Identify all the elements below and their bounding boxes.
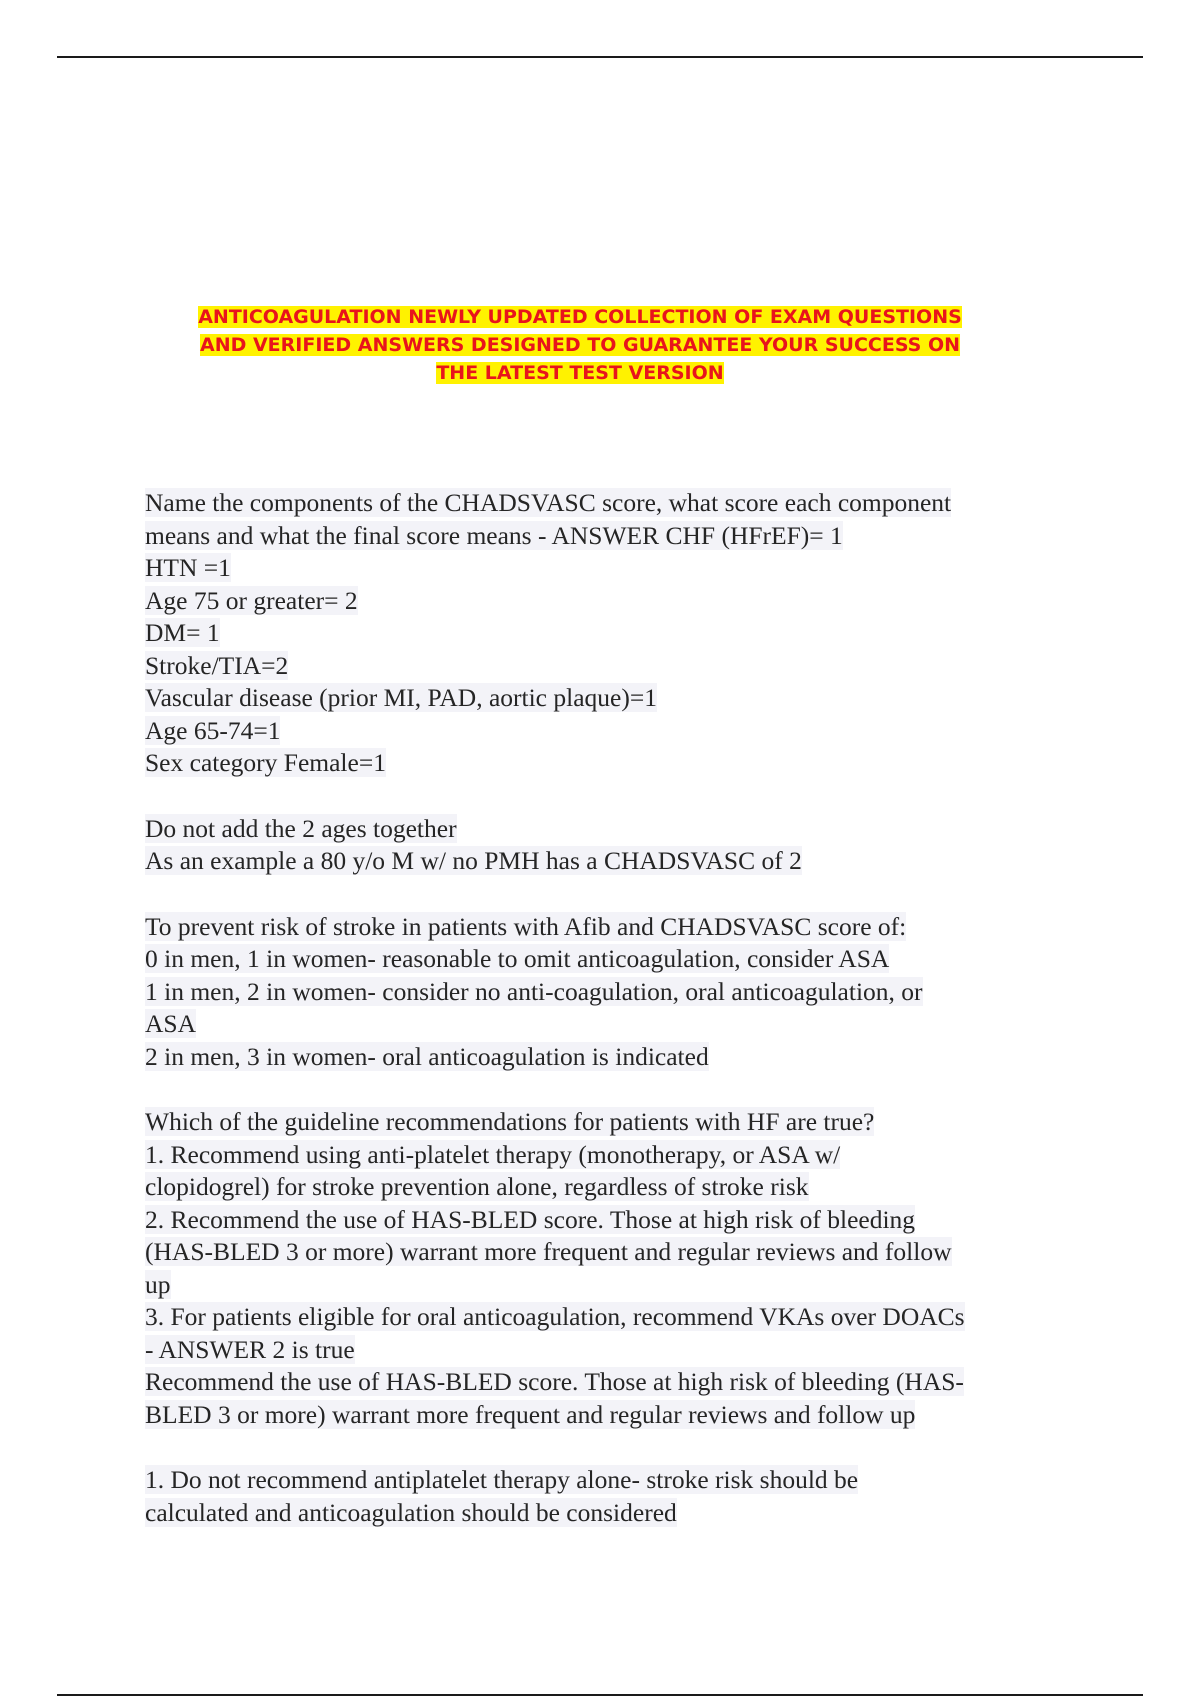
- paragraph-gap: [145, 780, 1065, 813]
- qa-paragraph-stroke-prevention: [145, 911, 1065, 1074]
- paragraph-gap: [145, 1073, 1065, 1106]
- body-line-text: Age 65-74=1: [145, 715, 281, 745]
- body-line-text: up: [145, 1269, 171, 1299]
- document-body: [145, 487, 1065, 1529]
- body-line: [145, 976, 1065, 1009]
- body-line-text: Do not add the 2 ages together: [145, 813, 457, 843]
- body-line-text: means and what the final score means - ANSWER CHF (HFrEF)= 1: [145, 520, 843, 550]
- title-line-text: THE LATEST TEST VERSION: [436, 362, 724, 384]
- body-line-text: BLED 3 or more) warrant more frequent and regular reviews and follow up: [145, 1399, 916, 1429]
- qa-paragraph-ages-note: [145, 813, 1065, 878]
- body-line: [145, 1301, 1065, 1334]
- qa-paragraph-chadsvasc: [145, 487, 1065, 780]
- body-line-text: calculated and anticoagulation should be considered: [145, 1497, 677, 1527]
- title-line: [140, 359, 1020, 387]
- paragraph-gap: [145, 878, 1065, 911]
- qa-paragraph-hf-guidelines: [145, 1106, 1065, 1431]
- title-line: [140, 303, 1020, 331]
- body-line-text: (HAS-BLED 3 or more) warrant more frequent and regular reviews and follow: [145, 1237, 952, 1266]
- body-line: [145, 1139, 1065, 1172]
- body-line-text: 3. For patients eligible for oral anticoagulation, recommend VKAs over DOACs: [145, 1302, 965, 1331]
- body-line-text: clopidogrel) for stroke prevention alone, regardless of stroke risk: [145, 1172, 809, 1201]
- body-line-text: - ANSWER 2 is true: [145, 1334, 355, 1364]
- body-line-text: DM= 1: [145, 618, 220, 647]
- body-line-text: ASA: [145, 1009, 197, 1038]
- body-line: [145, 1041, 1065, 1074]
- body-line-text: Stroke/TIA=2: [145, 650, 289, 680]
- body-line: [145, 1366, 1065, 1399]
- body-line: [145, 845, 1065, 878]
- footer-rule: [57, 1694, 1143, 1696]
- body-line: [145, 943, 1065, 976]
- body-line-text: 2 in men, 3 in women- oral anticoagulation is indicated: [145, 1041, 709, 1071]
- body-line: [145, 617, 1065, 650]
- title-line-text: AND VERIFIED ANSWERS DESIGNED TO GUARANTEE YOUR SUCCESS ON: [199, 334, 961, 356]
- qa-paragraph-antiplatelet-note: [145, 1464, 1065, 1529]
- body-line-text: Recommend the use of HAS-BLED score. Those at high risk of bleeding (HAS-: [145, 1367, 964, 1396]
- body-line: [145, 585, 1065, 618]
- body-line: [145, 1464, 1065, 1497]
- body-line: [145, 1106, 1065, 1139]
- document-title: [140, 303, 1020, 387]
- body-line-text: 1. Recommend using anti-platelet therapy (monotherapy, or ASA w/: [145, 1139, 841, 1169]
- body-line: [145, 520, 1065, 553]
- body-line: [145, 813, 1065, 846]
- body-line: [145, 1171, 1065, 1204]
- body-line-text: Vascular disease (prior MI, PAD, aortic plaque)=1: [145, 683, 657, 712]
- title-line-text: ANTICOAGULATION NEWLY UPDATED COLLECTION OF EXAM QUESTIONS: [198, 306, 962, 328]
- body-line: [145, 650, 1065, 683]
- body-line-text: 2. Recommend the use of HAS-BLED score. Those at high risk of bleeding: [145, 1204, 916, 1234]
- body-line-text: To prevent risk of stroke in patients with Afib and CHADSVASC score of:: [145, 911, 907, 941]
- body-line-text: 0 in men, 1 in women- reasonable to omit anticoagulation, consider ASA: [145, 944, 890, 973]
- body-line-text: 1 in men, 2 in women- consider no anti-coagulation, oral anticoagulation, or: [145, 976, 923, 1006]
- body-line: [145, 487, 1065, 520]
- paragraph-gap: [145, 1431, 1065, 1464]
- body-line: [145, 1204, 1065, 1237]
- body-line-text: HTN =1: [145, 553, 231, 582]
- body-line-text: Age 75 or greater= 2: [145, 585, 358, 615]
- body-line: [145, 747, 1065, 780]
- header-rule: [57, 56, 1143, 58]
- body-line-text: As an example a 80 y/o M w/ no PMH has a CHADSVASC of 2: [145, 846, 802, 875]
- body-line-text: Which of the guideline recommendations for patients with HF are true?: [145, 1107, 875, 1136]
- title-line: [140, 331, 1020, 359]
- body-line: [145, 1334, 1065, 1367]
- body-line-text: 1. Do not recommend antiplatelet therapy alone- stroke risk should be: [145, 1465, 859, 1494]
- body-line: [145, 1236, 1065, 1269]
- body-line-text: Name the components of the CHADSVASC score, what score each component: [145, 488, 952, 517]
- body-line-text: Sex category Female=1: [145, 748, 386, 777]
- body-line: [145, 1399, 1065, 1432]
- body-line: [145, 1008, 1065, 1041]
- body-line: [145, 1269, 1065, 1302]
- body-line: [145, 552, 1065, 585]
- body-line: [145, 715, 1065, 748]
- body-line: [145, 682, 1065, 715]
- body-line: [145, 911, 1065, 944]
- body-line: [145, 1497, 1065, 1530]
